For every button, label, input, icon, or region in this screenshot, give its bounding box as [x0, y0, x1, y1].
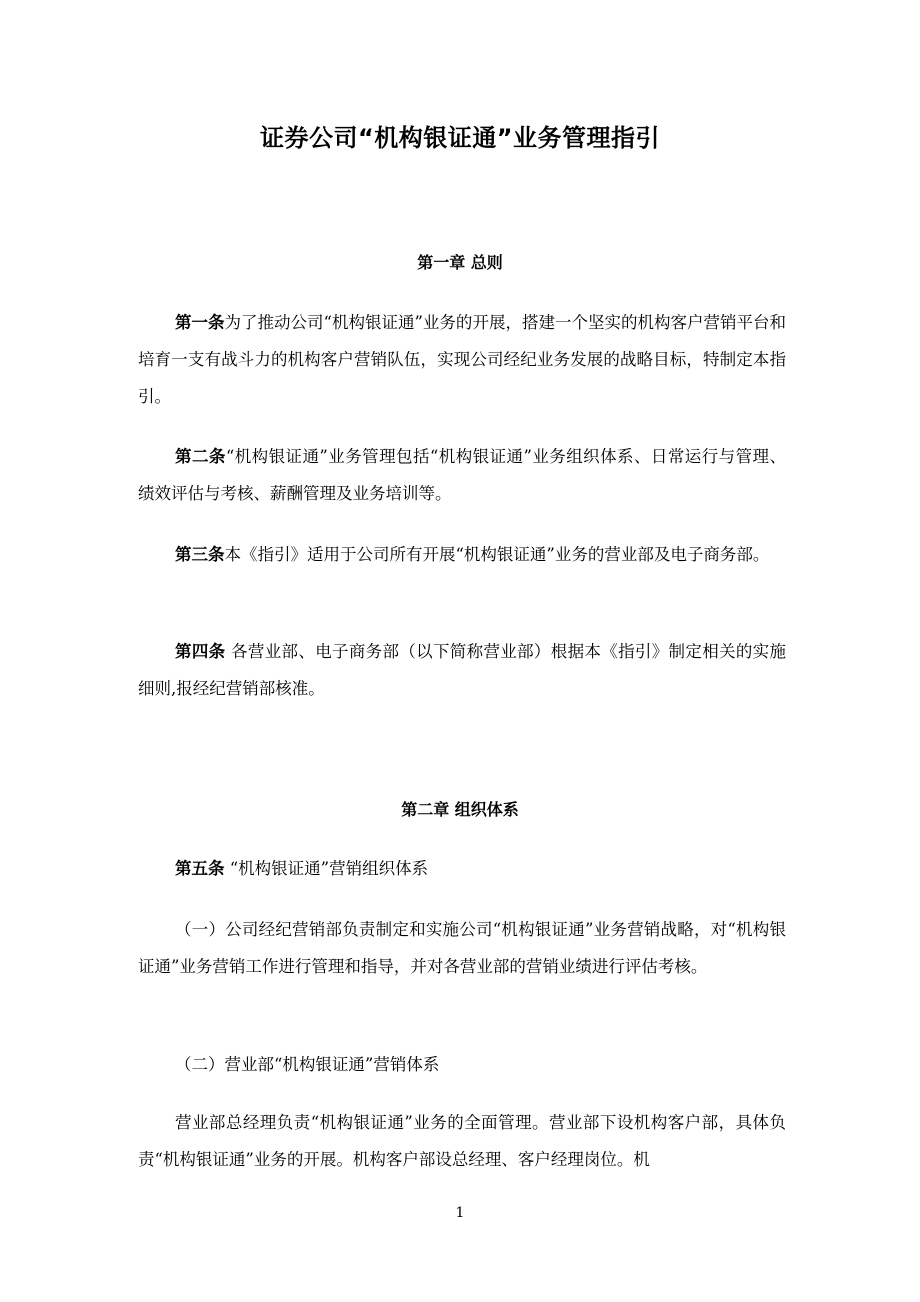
- paragraph-last: 营业部总经理负责“机构银证通”业务的全面管理。营业部下设机构客户部，具体负责“机构银证通”业务的开展。机构客户部设总经理、客户经理岗位。机: [138, 1113, 786, 1169]
- article-3: [138, 536, 786, 573]
- chapter-1-heading: 第一章 总则: [417, 253, 503, 272]
- article-4-text: 各营业部、电子商务部（以下简称营业部）根据本《指引》制定相关的实施细则,报经纪营销部核准。: [138, 642, 787, 698]
- article-5: [138, 850, 786, 887]
- article-4-label: 第四条: [175, 642, 226, 661]
- article-3-label: 第三条: [175, 545, 225, 564]
- document-title: 证券公司“机构银证通”业务管理指引: [259, 124, 661, 152]
- article-5-text: “机构银证通”营销组织体系: [224, 859, 429, 878]
- article-5-label: 第五条: [175, 859, 225, 878]
- article-1-label: 第一条: [175, 313, 225, 332]
- page-number: 1: [455, 1205, 465, 1221]
- article-1-text: 为了推动公司“机构银证通”业务的开展，搭建一个坚实的机构客户营销平台和培育一支有战斗力的机构客户营销队伍，实现公司经纪业务发展的战略目标，特制定本指引。: [138, 313, 787, 406]
- item-2: （二）营业部“机构银证通”营销体系: [175, 1055, 440, 1074]
- article-4: [138, 633, 786, 707]
- article-2-label: 第二条: [175, 447, 226, 466]
- chapter-2-heading: 第二章 组织体系: [401, 800, 519, 819]
- item-1: （一）公司经纪营销部负责制定和实施公司“机构银证通”业务营销战略，对“机构银证通”业务营销工作进行管理和指导，并对各营业部的营销业绩进行评估考核。: [138, 920, 786, 976]
- article-1: [138, 304, 786, 415]
- article-2-text: “机构银证通”业务管理包括“机构银证通”业务组织体系、日常运行与管理、绩效评估与考核、薪酬管理及业务培训等。: [138, 447, 787, 503]
- article-3-text: 本《指引》适用于公司所有开展“机构银证通”业务的营业部及电子商务部。: [224, 545, 770, 564]
- article-2: [138, 438, 786, 512]
